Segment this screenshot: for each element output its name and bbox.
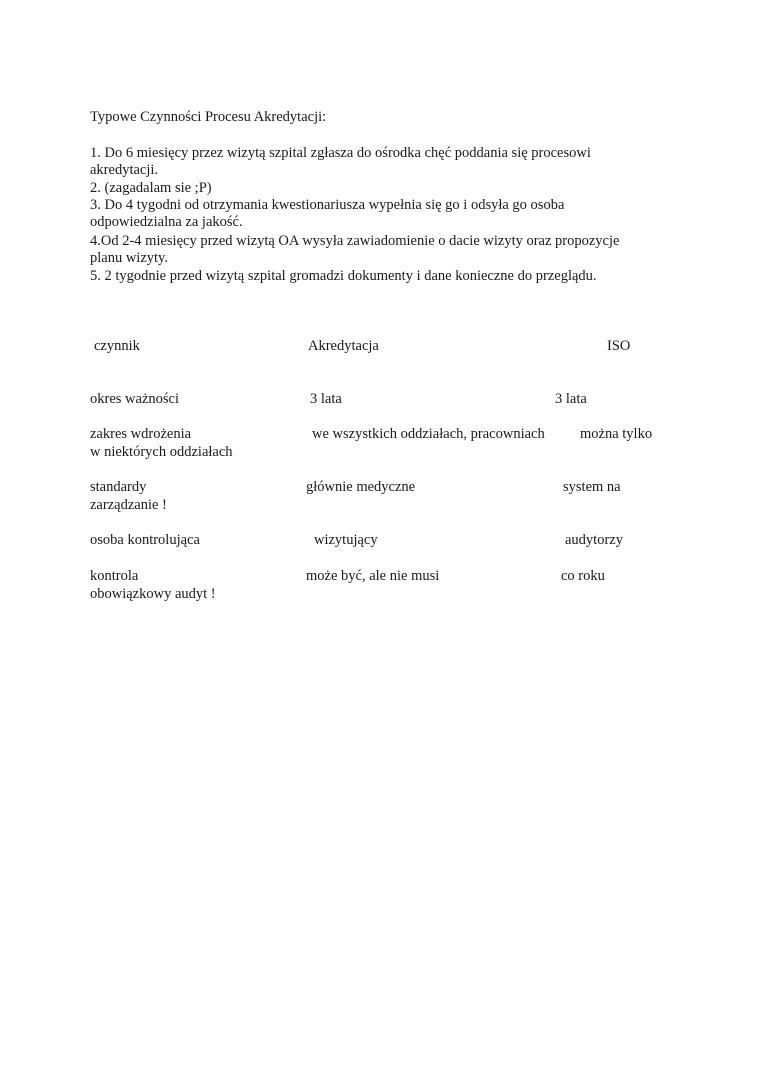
table-cell-wrap: obowiązkowy audyt ! <box>90 586 216 602</box>
table-header-czynnik: czynnik <box>94 338 140 354</box>
table-cell-factor: osoba kontrolująca <box>90 532 200 548</box>
table-header-iso: ISO <box>607 338 631 354</box>
document-title: Typowe Czynności Procesu Akredytacji: <box>90 109 327 125</box>
step-line: akredytacji. <box>90 162 159 178</box>
table-cell-factor: okres ważności <box>90 391 179 407</box>
table-cell-accreditation: może być, ale nie musi <box>306 568 440 584</box>
table-cell-iso: system na <box>563 479 621 495</box>
table-cell-iso: audytorzy <box>565 532 623 548</box>
step-line: 4.Od 2-4 miesięcy przed wizytą OA wysyła zawiadomienie o dacie wizyty oraz propozycje <box>90 233 620 249</box>
table-cell-accreditation: wizytujący <box>314 532 378 548</box>
table-cell-accreditation: we wszystkich oddziałach, pracowniach <box>312 426 545 442</box>
step-line: 2. (zagadalam sie ;P) <box>90 180 212 196</box>
table-cell-accreditation: głównie medyczne <box>306 479 416 495</box>
table-cell-iso: 3 lata <box>555 391 587 407</box>
step-line: 5. 2 tygodnie przed wizytą szpital gromadzi dokumenty i dane konieczne do przeglądu. <box>90 268 597 284</box>
table-cell-iso: można tylko <box>580 426 653 442</box>
table-header-akredytacja: Akredytacja <box>308 338 379 354</box>
step-line: planu wizyty. <box>90 250 168 266</box>
table-cell-wrap: zarządzanie ! <box>90 497 167 513</box>
step-line: 1. Do 6 miesięcy przez wizytą szpital zgłasza do ośrodka chęć poddania się procesowi <box>90 145 591 161</box>
table-cell-wrap: w niektórych oddziałach <box>90 444 233 460</box>
step-line: 3. Do 4 tygodni od otrzymania kwestionariusza wypełnia się go i odsyła go osoba <box>90 197 565 213</box>
table-cell-factor: zakres wdrożenia <box>90 426 192 442</box>
step-line: odpowiedzialna za jakość. <box>90 214 243 230</box>
table-cell-iso: co roku <box>561 568 605 584</box>
table-cell-factor: kontrola <box>90 568 139 584</box>
table-cell-accreditation: 3 lata <box>310 391 342 407</box>
table-cell-factor: standardy <box>90 479 147 495</box>
